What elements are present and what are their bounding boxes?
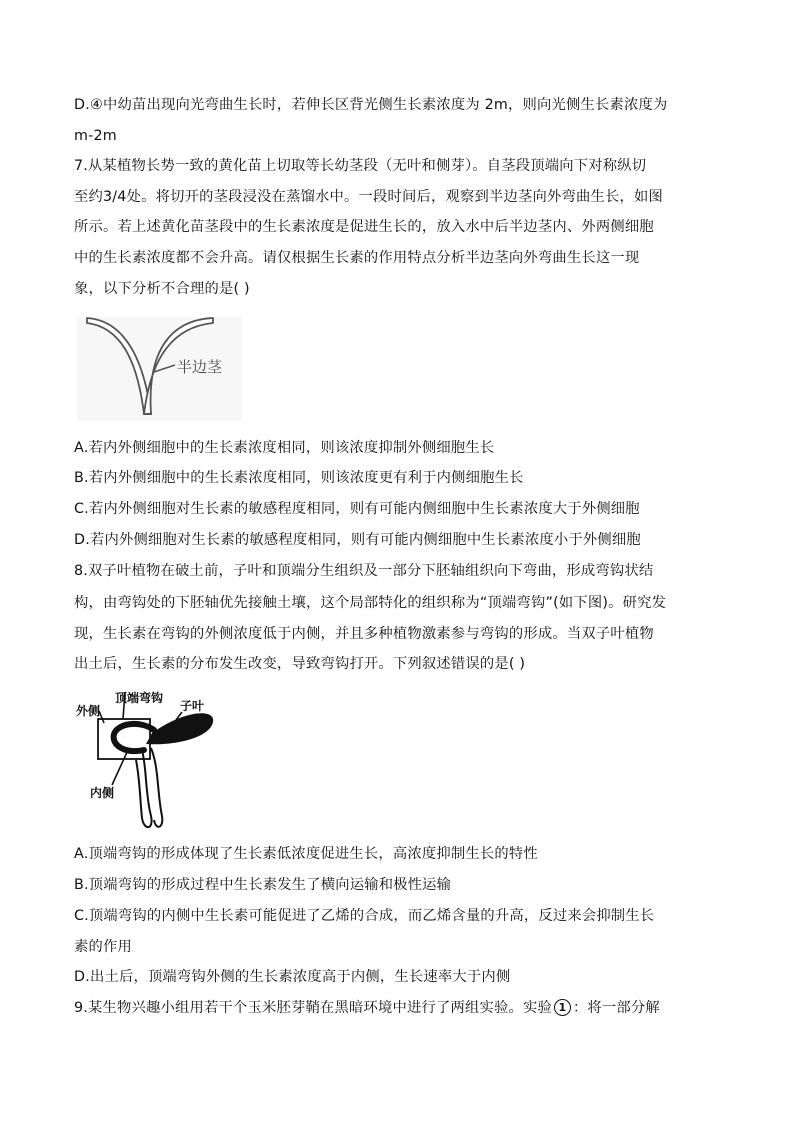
q7-stem-line: 7.从某植物长势一致的黄化苗上切取等长幼茎段（无叶和侧芽）。自茎段顶端向下对称纵切 [74,158,647,174]
q9-stem-prefix: 9.某生物兴趣小组用若干个玉米胚芽鞘在黑暗环境中进行了两组实验。实验 [74,1000,552,1016]
q7-option-c: C.若内外侧细胞对生长素的敏感程度相同，则有可能内侧细胞中生长素浓度大于外侧细胞 [74,501,640,517]
q8-stem-line: 8.双子叶植物在破土前，子叶和顶端分生组织及一部分下胚轴组织向下弯曲，形成弯钩状结 [74,563,654,579]
q8-stem-line: 现，生长素在弯钩的外侧浓度低于内侧，并且多种植物激素参与弯钩的形成。当双子叶植物 [74,626,654,642]
q6-option-d-line1: D.④中幼苗出现向光弯曲生长时，若伸长区背光侧生长素浓度为 2m，则向光侧生长素浓度为 [74,97,668,113]
q7-stem-line: 象，以下分析不合理的是( ) [74,281,250,297]
circled-number: 1 [554,999,571,1016]
q8-option-a: A.顶端弯钩的形成体现了生长素低浓度促进生长，高浓度抑制生长的特性 [74,846,538,862]
q8-option-c-line2: 素的作用 [74,939,132,955]
q8-apical-hook-figure [74,690,219,832]
q9-stem-suffix: ：将一部分解 [572,1000,660,1016]
q7-option-b: B.若内外侧细胞中的生长素浓度相同，则该浓度更有利于内侧细胞生长 [74,470,524,486]
q7-split-stem-figure [77,317,242,421]
q8-option-d: D.出土后，顶端弯钩外侧的生长素浓度高于内侧，生长速率大于内侧 [74,969,511,985]
q7-figure-label: 半边茎 [177,359,223,376]
q7-stem-line: 至约3/4处。将切开的茎段浸没在蒸馏水中。一段时间后，观察到半边茎向外弯曲生长，如图 [74,189,663,205]
q7-option-d: D.若内外侧细胞对生长素的敏感程度相同，则有可能内侧细胞中生长素浓度小于外侧细胞 [74,532,641,548]
q7-stem-line: 中的生长素浓度都不会升高。请仅根据生长素的作用特点分析半边茎向外弯曲生长这一现 [74,250,640,266]
q8-option-b: B.顶端弯钩的形成过程中生长素发生了横向运输和极性运输 [74,877,452,893]
q9-stem-line [74,998,660,1018]
q8-figure-label-bottom: 内侧 [90,786,115,800]
q6-option-d-line2: m-2m [74,128,117,144]
q8-figure-label-left: 外侧 [76,704,101,718]
q8-stem-line: 构，由弯钩处的下胚轴优先接触土壤，这个局部特化的组织称为“顶端弯钩”(如下图)。研究发 [74,595,667,611]
q7-option-a: A.若内外侧细胞中的生长素浓度相同，则该浓度抑制外侧细胞生长 [74,440,495,456]
q8-figure-label-right: 子叶 [180,699,205,713]
q8-option-c-line1: C.顶端弯钩的内侧中生长素可能促进了乙烯的合成，而乙烯含量的升高，反过来会抑制生长 [74,908,655,924]
q8-stem-line: 出土后，生长素的分布发生改变，导致弯钩打开。下列叙述错误的是( ) [74,656,526,672]
q8-figure-label-top: 顶端弯钩 [115,691,164,705]
q7-stem-line: 所示。若上述黄化苗茎段中的生长素浓度是促进生长的，放入水中后半边茎内、外两侧细胞 [74,219,654,235]
